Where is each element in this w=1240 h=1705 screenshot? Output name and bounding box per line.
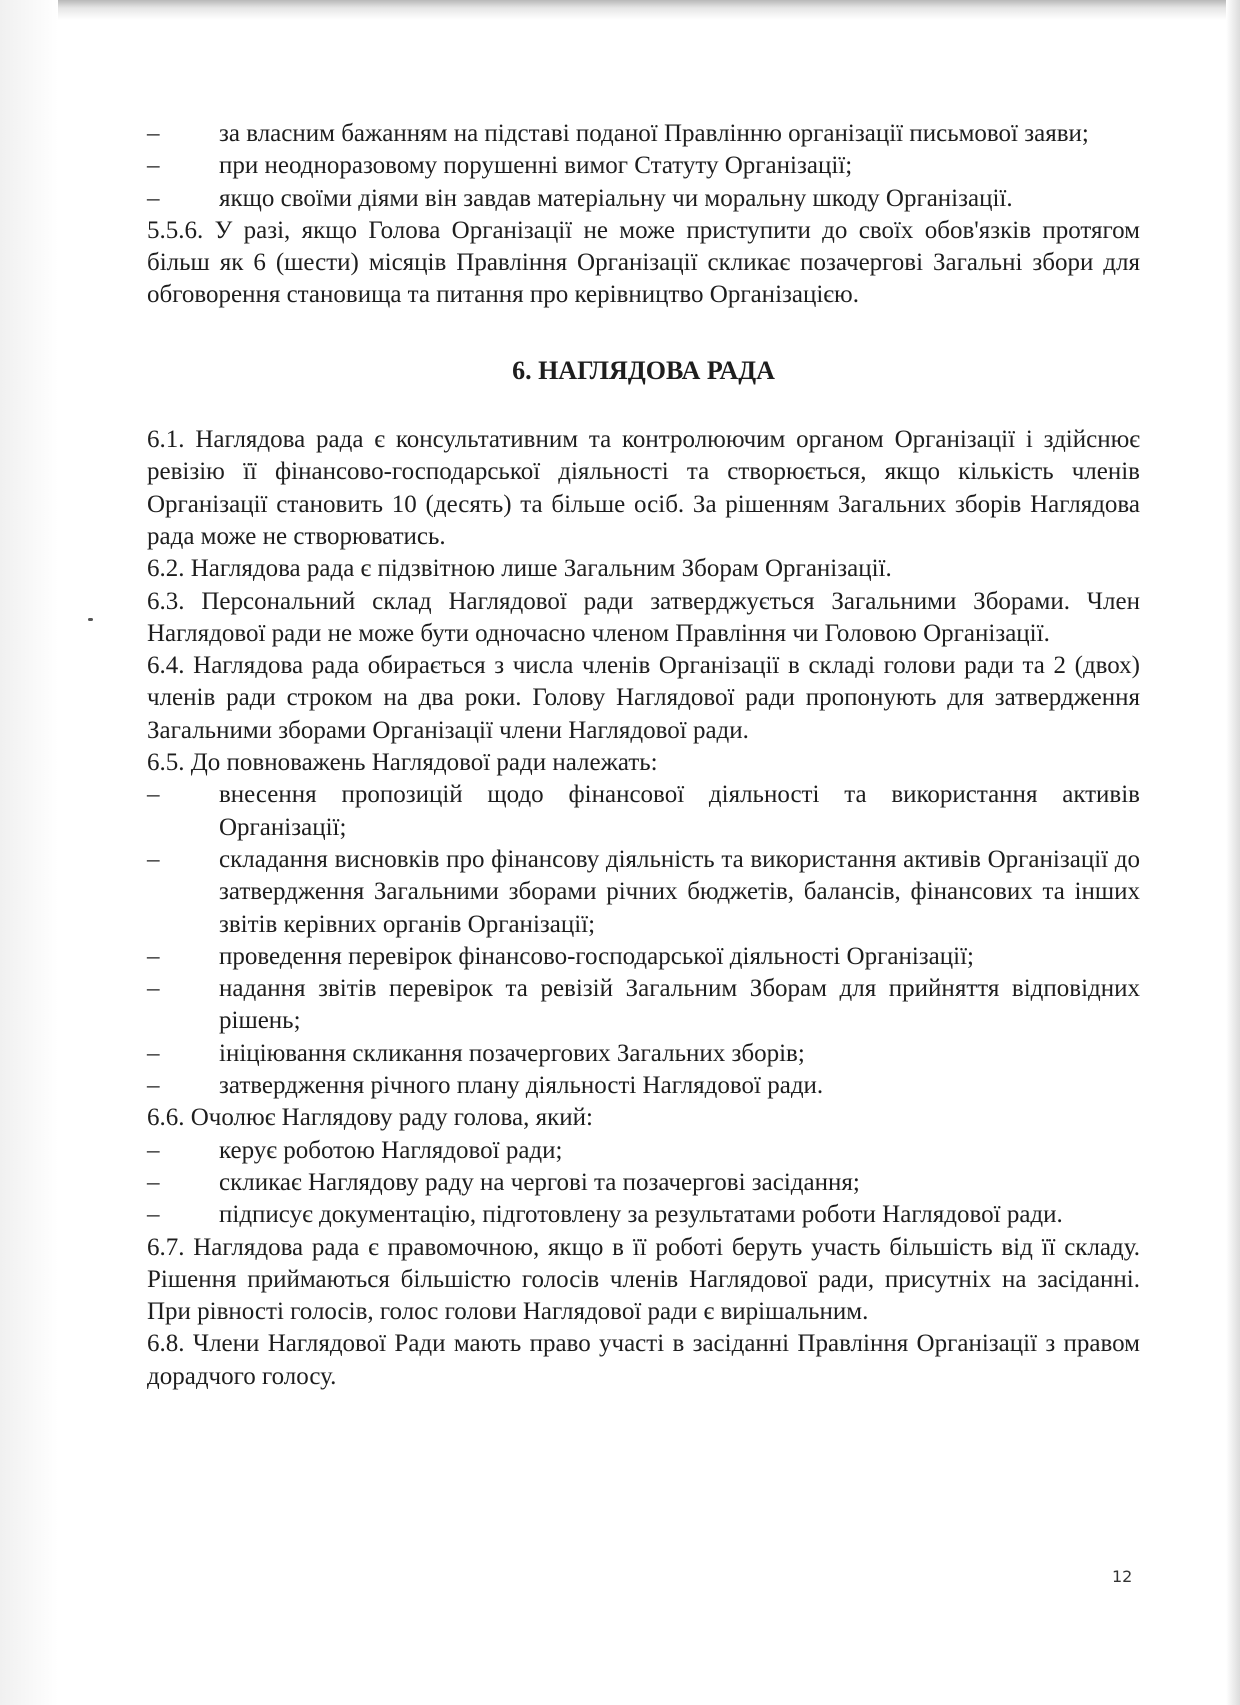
dash-marker: –	[147, 1168, 160, 1196]
list-item	[147, 1199, 1140, 1231]
list-item-text: підписує документацію, підготовлену за результатами роботи Наглядової ради.	[219, 1201, 1063, 1229]
section-title: 6. НАГЛЯДОВА РАДА	[512, 355, 775, 385]
list-item-text: за власним бажанням на підставі поданої Правлінню організації письмової заяви;	[219, 120, 1089, 147]
paragraph-6-6: 6.6. Очолює Наглядову раду голова, який:	[147, 1104, 593, 1132]
list-item-text: якщо своїми діями він завдав матеріальну чи моральну шкоду Організації.	[219, 184, 1013, 212]
list-item	[147, 941, 1140, 973]
list-item	[147, 1135, 1140, 1167]
dash-marker: –	[147, 1136, 160, 1164]
list-item	[147, 183, 1140, 215]
dash-marker: –	[147, 184, 160, 212]
list-item	[147, 973, 1140, 1038]
dash-marker: –	[147, 975, 160, 1003]
document-body	[147, 118, 1140, 1393]
paragraph-6-7: 6.7. Наглядова рада є правомочною, якщо в її роботі беруть участь більшість від її складу. Рішення приймаються більшістю голосів членів Наглядової ради, присутніх на засіданні. При рівності голосів, голос голови Наглядової ради є вирішальним.	[147, 1233, 1140, 1326]
list-item	[147, 1038, 1140, 1070]
list-item	[147, 150, 1140, 182]
list-item-text: керує роботою Наглядової ради;	[219, 1136, 563, 1164]
list-item-text: надання звітів перевірок та ревізій Загальним Зборам для прийняття відповідних рішень;	[219, 975, 1140, 1035]
scan-left-edge	[0, 0, 58, 1705]
paragraph-6-3: 6.3. Персональний склад Наглядової ради затверджується Загальними Зборами. Член Наглядової ради не може бути одночасно членом Правління чи Головою Організації.	[147, 587, 1140, 647]
list-item	[147, 779, 1140, 844]
list-item	[147, 844, 1140, 941]
scan-right-edge	[1226, 0, 1240, 1705]
list-item	[147, 1070, 1140, 1102]
list-item-text: внесення пропозицій щодо фінансової діяльності та використання активів Організації;	[219, 781, 1140, 841]
list-item	[147, 118, 1140, 150]
scan-top-edge	[0, 0, 1240, 20]
paragraph-6-2: 6.2. Наглядова рада є підзвітною лише Загальним Зборам Організації.	[147, 555, 892, 583]
list-item-text: скликає Наглядову раду на чергові та позачергові засідання;	[219, 1168, 860, 1196]
dash-marker: –	[147, 845, 160, 873]
list-item-text: проведення перевірок фінансово-господарської діяльності Організації;	[219, 942, 974, 970]
dash-marker: –	[147, 152, 160, 180]
dash-marker: –	[147, 781, 160, 809]
list-item-text: складання висновків про фінансову діяльність та використання активів Організації до затвердження Загальними зборами річних бюджетів, балансів, фінансових та інших звітів керівних органів Організації;	[219, 845, 1140, 938]
paragraph-5-5-6: 5.5.6. У разі, якщо Голова Організації не може приступити до своїх обов'язків протягом більш як 6 (шести) місяців Правління Організації скликає позачергові Загальні збори для обговорення становища та питання про керівництво Організацією.	[147, 216, 1140, 309]
dash-marker: –	[147, 120, 160, 147]
scan-speck	[88, 618, 93, 621]
page-number: 12	[1112, 1567, 1133, 1586]
dash-marker: –	[147, 942, 160, 970]
list-item-text: ініціювання скликання позачергових Загальних зборів;	[219, 1039, 805, 1067]
dash-marker: –	[147, 1039, 160, 1067]
dash-marker: –	[147, 1072, 160, 1100]
dash-marker: –	[147, 1201, 160, 1229]
list-item-text: при неодноразовому порушенні вимог Статуту Організації;	[219, 152, 853, 180]
paragraph-6-1: 6.1. Наглядова рада є консультативним та контролюючим органом Організації і здійснює ревізію її фінансово-господарської діяльності та створюється, якщо кількість членів Організації становить 10 (десять) та більше осіб. За рішенням Загальних зборів Наглядова рада може не створюватись.	[147, 426, 1140, 550]
list-item-text: затвердження річного плану діяльності Наглядової ради.	[219, 1072, 824, 1100]
paragraph-6-4: 6.4. Наглядова рада обирається з числа членів Організації в складі голови ради та 2 (двох) членів ради строком на два роки. Голову Наглядової ради пропонують для затвердження Загальними зборами Організації члени Наглядової ради.	[147, 652, 1140, 744]
list-item	[147, 1167, 1140, 1199]
paragraph-6-8: 6.8. Члени Наглядової Ради мають право участі в засіданні Правління Організації з правом дорадчого голосу.	[147, 1330, 1140, 1390]
paragraph-6-5: 6.5. До повноважень Наглядової ради належать:	[147, 749, 658, 777]
